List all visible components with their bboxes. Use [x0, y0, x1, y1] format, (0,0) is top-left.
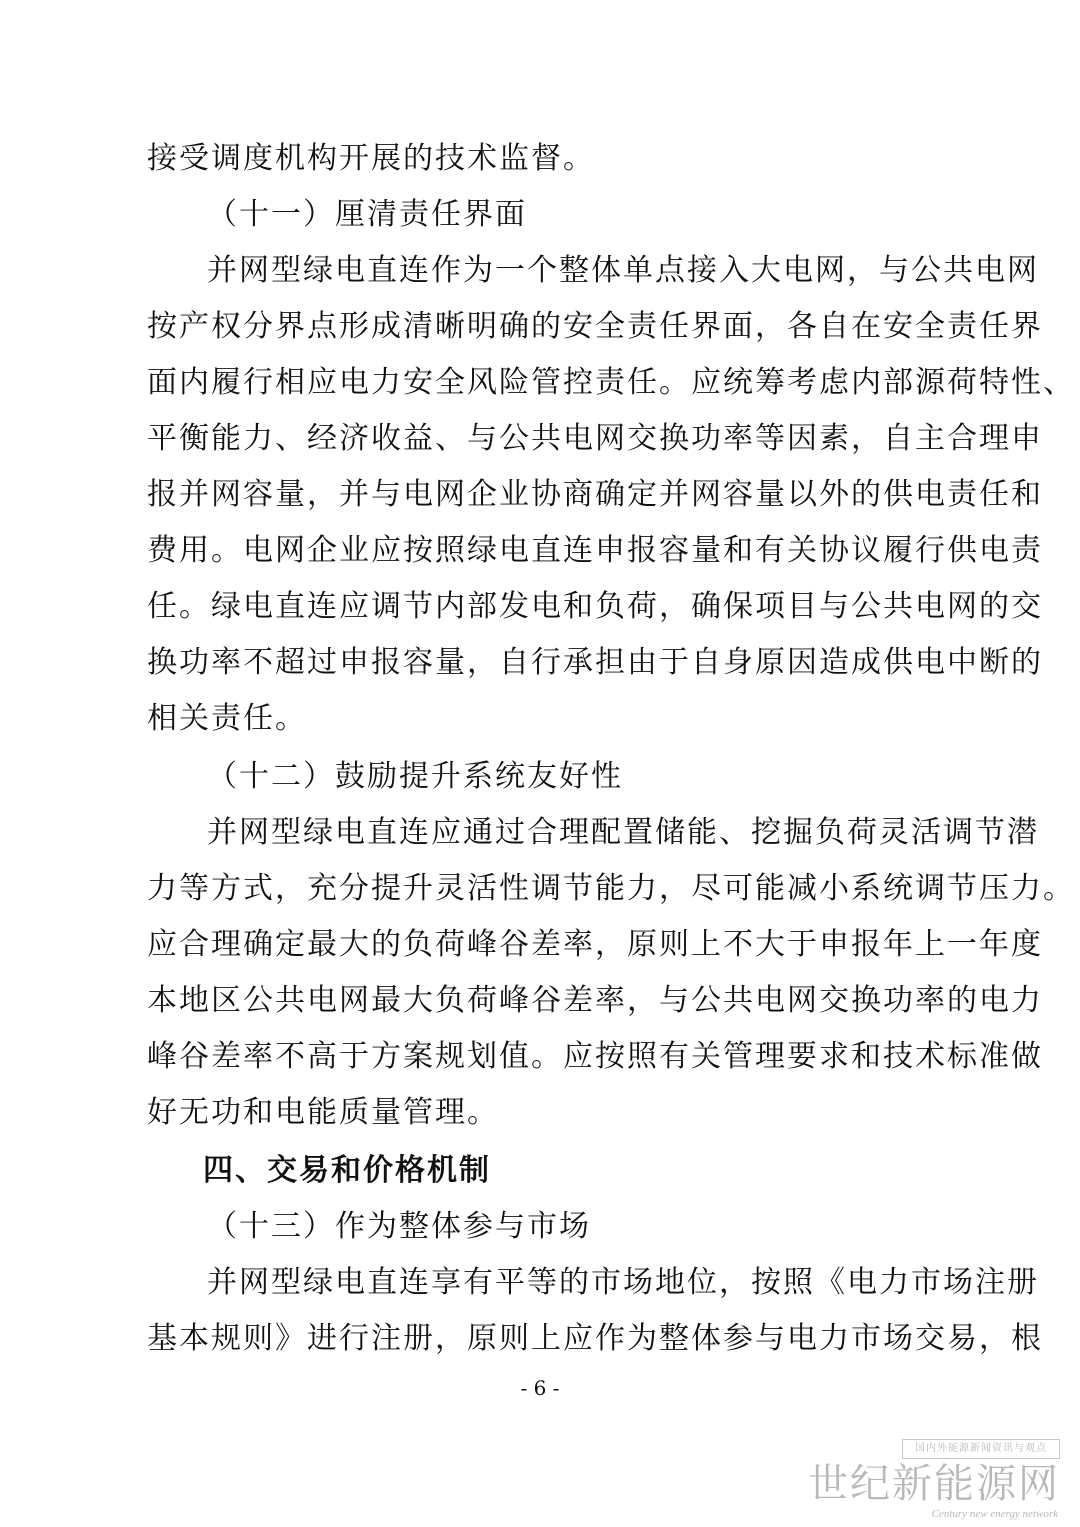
text-line: 并网型绿电直连享有平等的市场地位，按照《电力市场注册 — [207, 1265, 1039, 1300]
paragraph-13 — [147, 1255, 1043, 1367]
text-line: 换功率不超过申报容量，自行承担由于自身原因造成供电中断的 — [147, 645, 1043, 680]
subsection-heading-13: （十三）作为整体参与市场 — [207, 1209, 591, 1244]
text-line: 费用。电网企业应按照绿电直连申报容量和有关协议履行供电责 — [147, 533, 1043, 568]
subsection-heading-12: （十二）鼓励提升系统友好性 — [207, 759, 623, 794]
text-line: 相关责任。 — [147, 701, 307, 736]
text-line: 并网型绿电直连作为一个整体单点接入大电网，与公共电网 — [207, 253, 1039, 288]
text-line: 任。绿电直连应调节内部发电和负荷，确保项目与公共电网的交 — [147, 589, 1043, 624]
watermark-logo — [808, 1439, 1060, 1523]
text-line: 报并网容量，并与电网企业协商确定并网容量以外的供电责任和 — [147, 477, 1043, 512]
text-line: 力等方式，充分提升灵活性调节能力，尽可能减小系统调节压力。 — [147, 871, 1075, 906]
page-number: - 6 - — [520, 1376, 560, 1400]
text-line: 应合理确定最大的负荷峰谷差率，原则上不大于申报年上一年度 — [147, 927, 1043, 962]
continued-paragraph — [147, 131, 947, 187]
watermark-subtitle: Century new energy network — [931, 1508, 1058, 1520]
text-line: 接受调度机构开展的技术监督。 — [147, 141, 595, 176]
paragraph-11 — [147, 243, 1075, 747]
paragraph-12 — [147, 805, 1075, 1141]
watermark-banner: 国内外能源新闻资讯与观点 — [902, 1439, 1060, 1459]
text-line: 平衡能力、经济收益、与公共电网交换功率等因素，自主合理申 — [147, 421, 1043, 456]
text-line: 峰谷差率不高于方案规划值。应按照有关管理要求和技术标准做 — [147, 1039, 1043, 1074]
text-line: 按产权分界点形成清晰明确的安全责任界面，各自在安全责任界 — [147, 309, 1043, 344]
text-line: 面内履行相应电力安全风险管控责任。应统筹考虑内部源荷特性、 — [147, 365, 1075, 400]
text-line: 基本规则》进行注册，原则上应作为整体参与电力市场交易，根 — [147, 1321, 1043, 1356]
section-heading-4: 四、交易和价格机制 — [203, 1153, 491, 1188]
watermark-title: 世纪新能源网 — [808, 1461, 1060, 1507]
text-line: 好无功和电能质量管理。 — [147, 1095, 499, 1130]
text-line: 并网型绿电直连应通过合理配置储能、挖掘负荷灵活调节潜 — [207, 815, 1039, 850]
text-line: 本地区公共电网最大负荷峰谷差率，与公共电网交换功率的电力 — [147, 983, 1043, 1018]
subsection-heading-11: （十一）厘清责任界面 — [207, 197, 527, 232]
